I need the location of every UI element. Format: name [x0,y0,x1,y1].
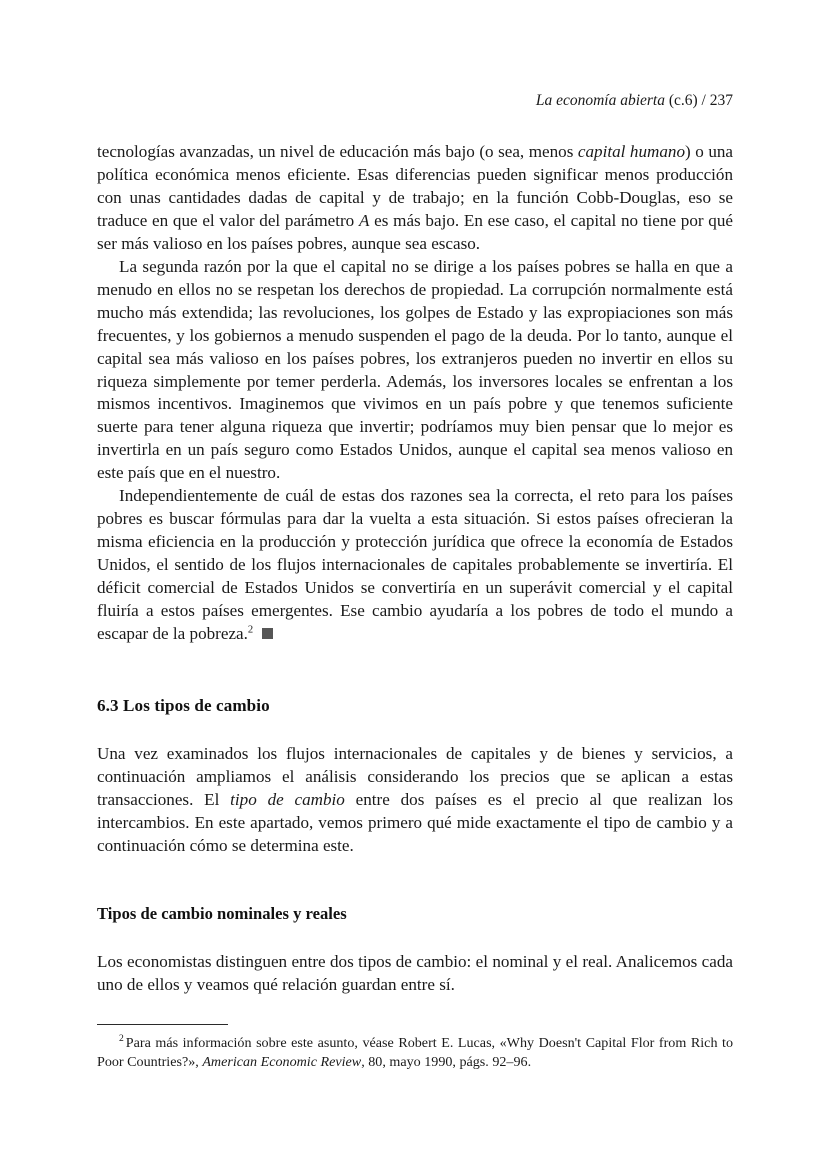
subsection-heading: Tipos de cambio nominales y reales [97,903,347,923]
end-of-section-square-icon [262,628,273,639]
footnote-number: 2 [119,1033,124,1045]
paragraph-1 [97,141,733,256]
footnote-part-2: , 80, mayo 1990, págs. 92–96. [361,1054,532,1071]
paragraph-1-part-1: tecnologías avanzadas, un nivel de educación más bajo (o sea, menos [97,142,578,161]
paragraph-2: La segunda razón por la que el capital no se dirige a los países pobres se halla en que a menudo en ellos no se respetan los derechos de propiedad. La corrupción normalmente está mucho más extendida; las revoluciones, los golpes de Estado y las expropiaciones son más frecuentes, y los gobiernos a menudo suspenden el pago de la deuda. Por lo tanto, aunque el capital sea más valioso en los países pobres, los extranjeros pueden no invertir en ellos su riqueza simplemente por temer perderla. Además, los inversores locales se enfrentan a los mismos incentivos. Imaginemos que vivimos en un país pobre y que tenemos suficiente suerte para tener alguna riqueza que invertir; podríamos muy bien pensar que lo mejor es invertirla en un país seguro como Estados Unidos, aunque el capital sea menos valioso en este país que en el nuestro. [97,256,733,483]
footnote-journal-title: American Economic Review [202,1054,362,1071]
footnote-1 [97,1034,733,1073]
section-intro-part-2: entre dos países es el precio al que realizan los intercambios. En este apartado, vemos primero qué mide exactamente el tipo de cambio y a continuación cómo se determina este. [97,789,733,855]
running-head-title: La economía abierta [535,92,665,109]
footnote-separator-rule [97,1024,228,1025]
section-intro-part-1: Una vez examinados los flujos internacionales de capitales y de bienes y servicios, a continuación ampliamos el análisis considerando los precios que se aplican a estas transacciones. El [97,743,733,809]
subsection-paragraph: Los economistas distinguen entre dos tipos de cambio: el nominal y el real. Analicemos cada uno de ellos y veamos qué relación guardan entre sí. [97,951,733,994]
paragraph-1-italic-parameter-a: A [358,210,370,230]
paragraph-3-text: Independientemente de cuál de estas dos razones sea la correcta, el reto para los países pobres es buscar fórmulas para dar la vuelta a esta situación. Si estos países ofrecieran la misma eficiencia en la producción y protección jurídica que ofrece la economía de Estados Unidos, el sentido de los flujos internacionales de capitales probablemente se invertiría. El déficit comercial de Estados Unidos se convertiría en un superávit comercial y el capital fluiría a estos países emergentes. Ese cambio ayudaría a los pobres de todo el mundo a escapar de la pobreza. [97,486,733,644]
section-intro-italic-tipo-de-cambio: tipo de cambio [230,789,345,809]
section-heading-6-3: 6.3 Los tipos de cambio [97,695,270,715]
section-intro-paragraph [97,743,733,858]
running-head [97,91,733,111]
paragraph-1-italic-capital-humano: capital humano [577,142,685,161]
paragraph-3 [97,485,733,646]
running-head-reference: (c.6) / 237 [664,92,733,109]
footnote-reference-marker[interactable]: 2 [247,624,254,636]
paragraph-1-part-3: es más bajo. En ese caso, el capital no tiene por qué ser más valioso en los países pobres, aunque sea escaso. [97,210,733,253]
footnote-block [97,1024,733,1073]
body-text-column [97,141,733,997]
paragraph-1-part-2: ) o una política económica menos eficiente. Esas diferencias pueden significar menos producción con unas cantidades dadas de capital y de trabajo; en la función Cobb-Douglas, eso se traduce en que el valor del parámetro [97,142,733,230]
footnote-part-1: Para más información sobre este asunto, véase Robert E. Lucas, «Why Doesn't Capital Flor from Rich to Poor Countries?», [97,1035,733,1071]
